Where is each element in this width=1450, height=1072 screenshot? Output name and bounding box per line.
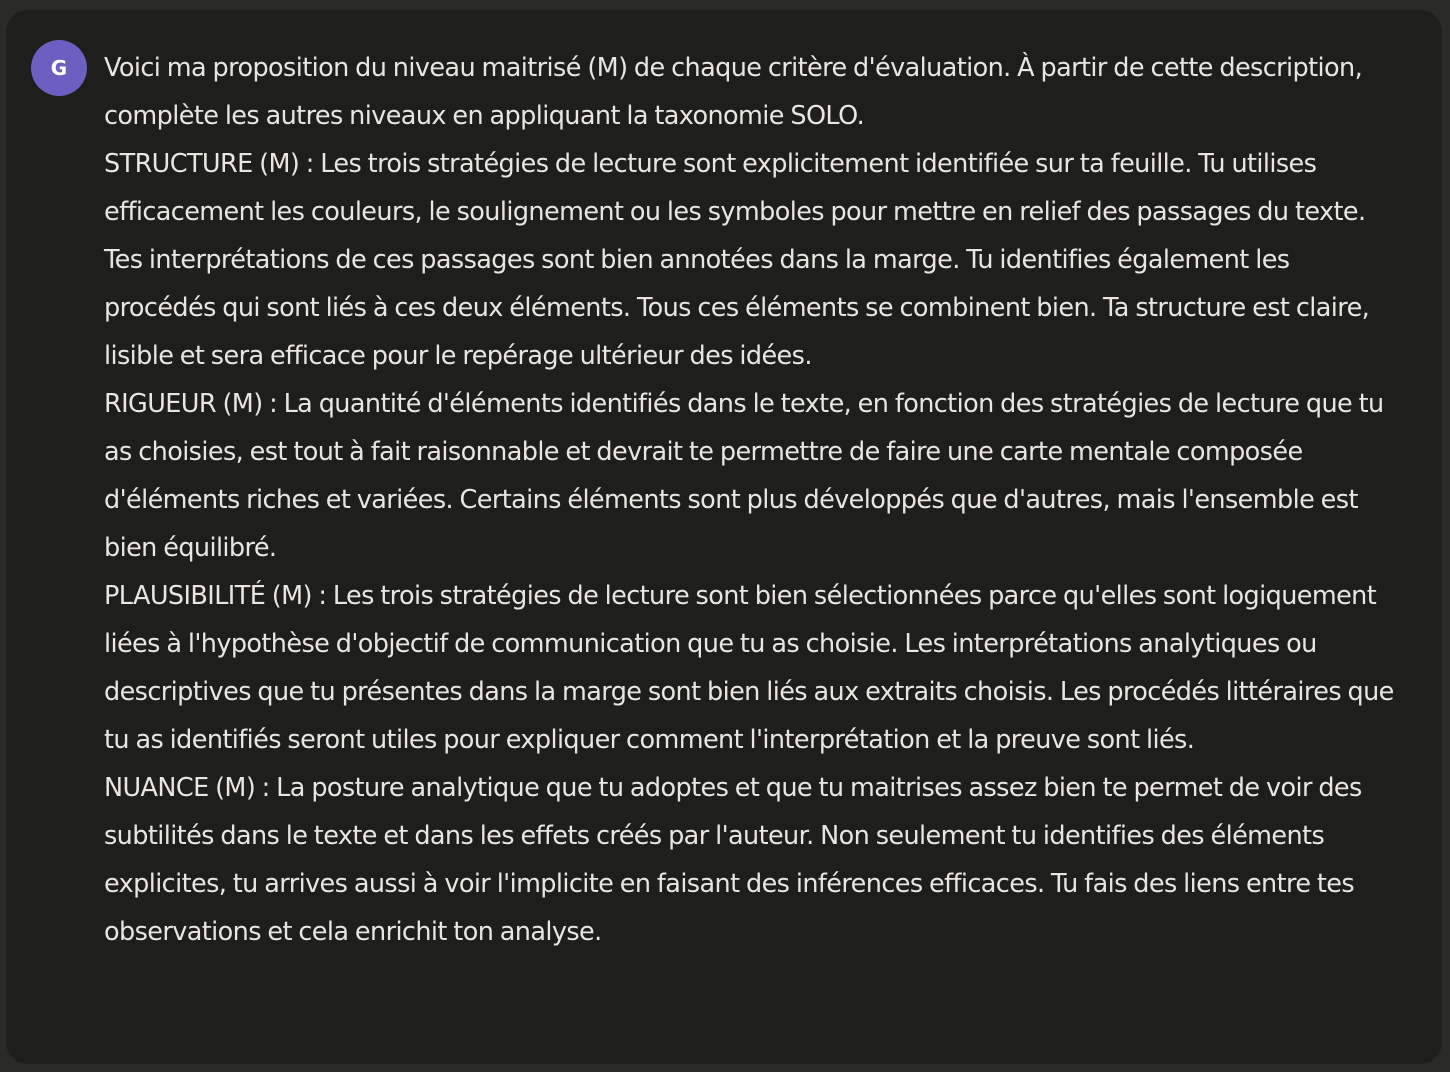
user-message-card <box>6 10 1442 1064</box>
message-paragraph-intro: Voici ma proposition du niveau maitrisé (M) de chaque critère d'évaluation. À partir de cette description, complète les autres niveaux en appliquant la taxonomie SOLO. <box>104 53 1363 131</box>
message-paragraph-plausibilite: PLAUSIBILITÉ (M) : Les trois stratégies de lecture sont bien sélectionnées parce qu'elles sont logiquement liées à l'hypothèse d'objectif de communication que tu as choisie. Les interprétations analytiques ou descriptives que tu présentes dans la marge sont bien liés aux extraits choisis. Les procédés littéraires que tu as identifiés seront utiles pour expliquer comment l'interprétation et la preuve sont liés. <box>104 581 1394 755</box>
user-avatar[interactable]: G <box>31 40 87 96</box>
message-paragraph-structure: STRUCTURE (M) : Les trois stratégies de lecture sont explicitement identifiée sur ta feuille. Tu utilises efficacement les couleurs, le soulignement ou les symboles pour mettre en relief des passages du texte. Tes interprétations de ces passages sont bien annotées dans la marge. Tu identifies également les procédés qui sont liés à ces deux éléments. Tous ces éléments se combinent bien. Ta structure est claire, lisible et sera efficace pour le repérage ultérieur des idées. <box>104 149 1370 371</box>
message-paragraph-nuance: NUANCE (M) : La posture analytique que tu adoptes et que tu maitrises assez bien te permet de voir des subtilités dans le texte et dans les effets créés par l'auteur. Non seulement tu identifies des éléments explicites, tu arrives aussi à voir l'implicite en faisant des inférences efficaces. Tu fais des liens entre tes observations et cela enrichit ton analyse. <box>104 773 1362 947</box>
message-text <box>104 44 1404 956</box>
message-paragraph-rigueur: RIGUEUR (M) : La quantité d'éléments identifiés dans le texte, en fonction des stratégies de lecture que tu as choisies, est tout à fait raisonnable et devrait te permettre de faire une carte mentale composée d'éléments riches et variées. Certains éléments sont plus développés que d'autres, mais l'ensemble est bien équilibré. <box>104 389 1384 563</box>
